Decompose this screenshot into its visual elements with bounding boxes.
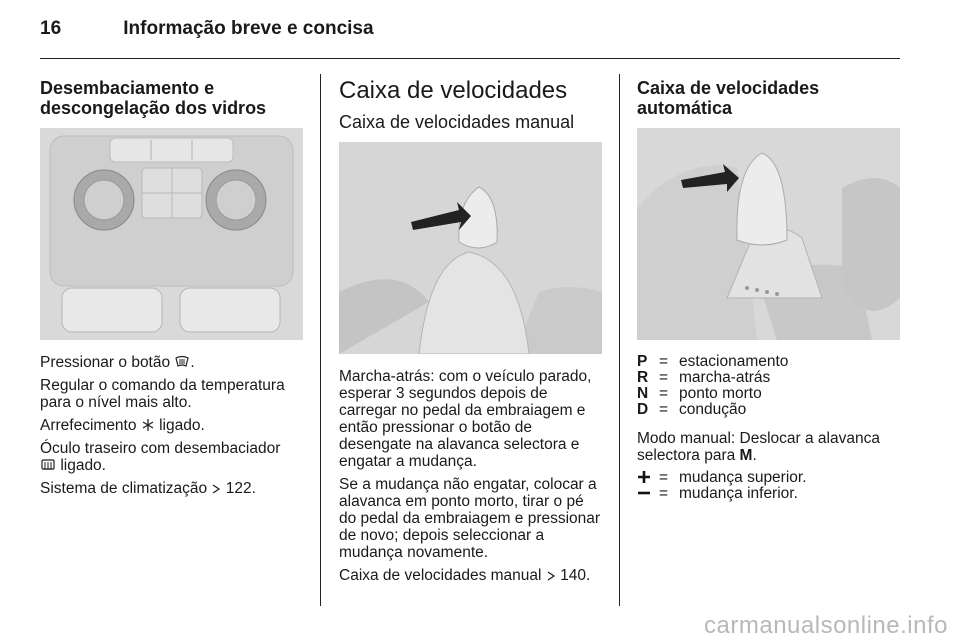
legend-row-r: R = marcha-atrás: [637, 369, 771, 386]
legend-row-d: D = condução: [637, 401, 747, 418]
shift-legend: [637, 470, 902, 502]
paragraph-gear-not-engaged: Se a mudança não engatar, colocar a alavanca em ponto morto, tirar o pé do pedal da embraiagem e pressionar de novo; depois seleccionar a mudança novamente.: [339, 476, 601, 561]
front-defrost-icon: [174, 355, 190, 369]
paragraph-temperature: Regular o comando da temperatura para o nível mais alto.: [40, 377, 285, 411]
paragraph-manual-mode: Modo manual: Deslocar a alavanca selectora para M.: [637, 430, 880, 464]
paragraph-press-button: Pressionar o botão .: [40, 354, 195, 371]
climate-control-figure: [40, 128, 303, 340]
minus-icon: [637, 486, 651, 500]
paragraph-cooling: Arrefecimento ligado.: [40, 417, 205, 434]
page-reference-arrow-icon: [546, 570, 556, 582]
section-heading-automatic: Caixa de velocidades automática: [637, 78, 820, 118]
watermark: carmanualsonline.info: [704, 612, 948, 639]
paragraph-climate-reference: Sistema de climatização 122.: [40, 480, 256, 497]
section-heading-gearbox: Caixa de velocidades: [339, 77, 568, 104]
header-rule: [40, 58, 900, 59]
page-header: [40, 18, 374, 40]
plus-icon: [637, 470, 651, 484]
column-divider-2: [619, 74, 620, 606]
page-number: 16: [40, 18, 62, 39]
gear-position-legend: [637, 354, 902, 418]
paragraph-rear-window: Óculo traseiro com desembaciador ligado.: [40, 440, 281, 474]
rear-defrost-icon: [40, 458, 56, 472]
manual-gear-lever-figure: [339, 142, 602, 354]
page-title: Informação breve e concisa: [123, 18, 374, 39]
shift-row-up: = mudança superior.: [637, 470, 902, 486]
column-automatic: [637, 78, 902, 502]
page-reference-arrow-icon: [211, 483, 221, 495]
paragraph-manual-reference: Caixa de velocidades manual 140.: [339, 567, 591, 584]
column-gearbox: [339, 78, 604, 590]
legend-row-p: P = estacionamento: [637, 353, 789, 370]
section-heading-defrost: Desembaciamento e descongelação dos vidros: [40, 78, 267, 118]
shift-row-down: = mudança inferior.: [637, 486, 902, 502]
subheading-manual-gearbox: Caixa de velocidades manual: [339, 112, 575, 132]
column-divider-1: [320, 74, 321, 606]
automatic-selector-figure: [637, 128, 900, 340]
column-defrost: [40, 78, 305, 503]
snowflake-icon: [141, 418, 155, 432]
paragraph-reverse-gear: Marcha-atrás: com o veículo parado, esperar 3 segundos depois de carregar no pedal da embraiagem e então pressionar o botão de desengate na alavanca selectora e engatar a mudança.: [339, 368, 592, 470]
legend-row-n: N = ponto morto: [637, 385, 762, 402]
